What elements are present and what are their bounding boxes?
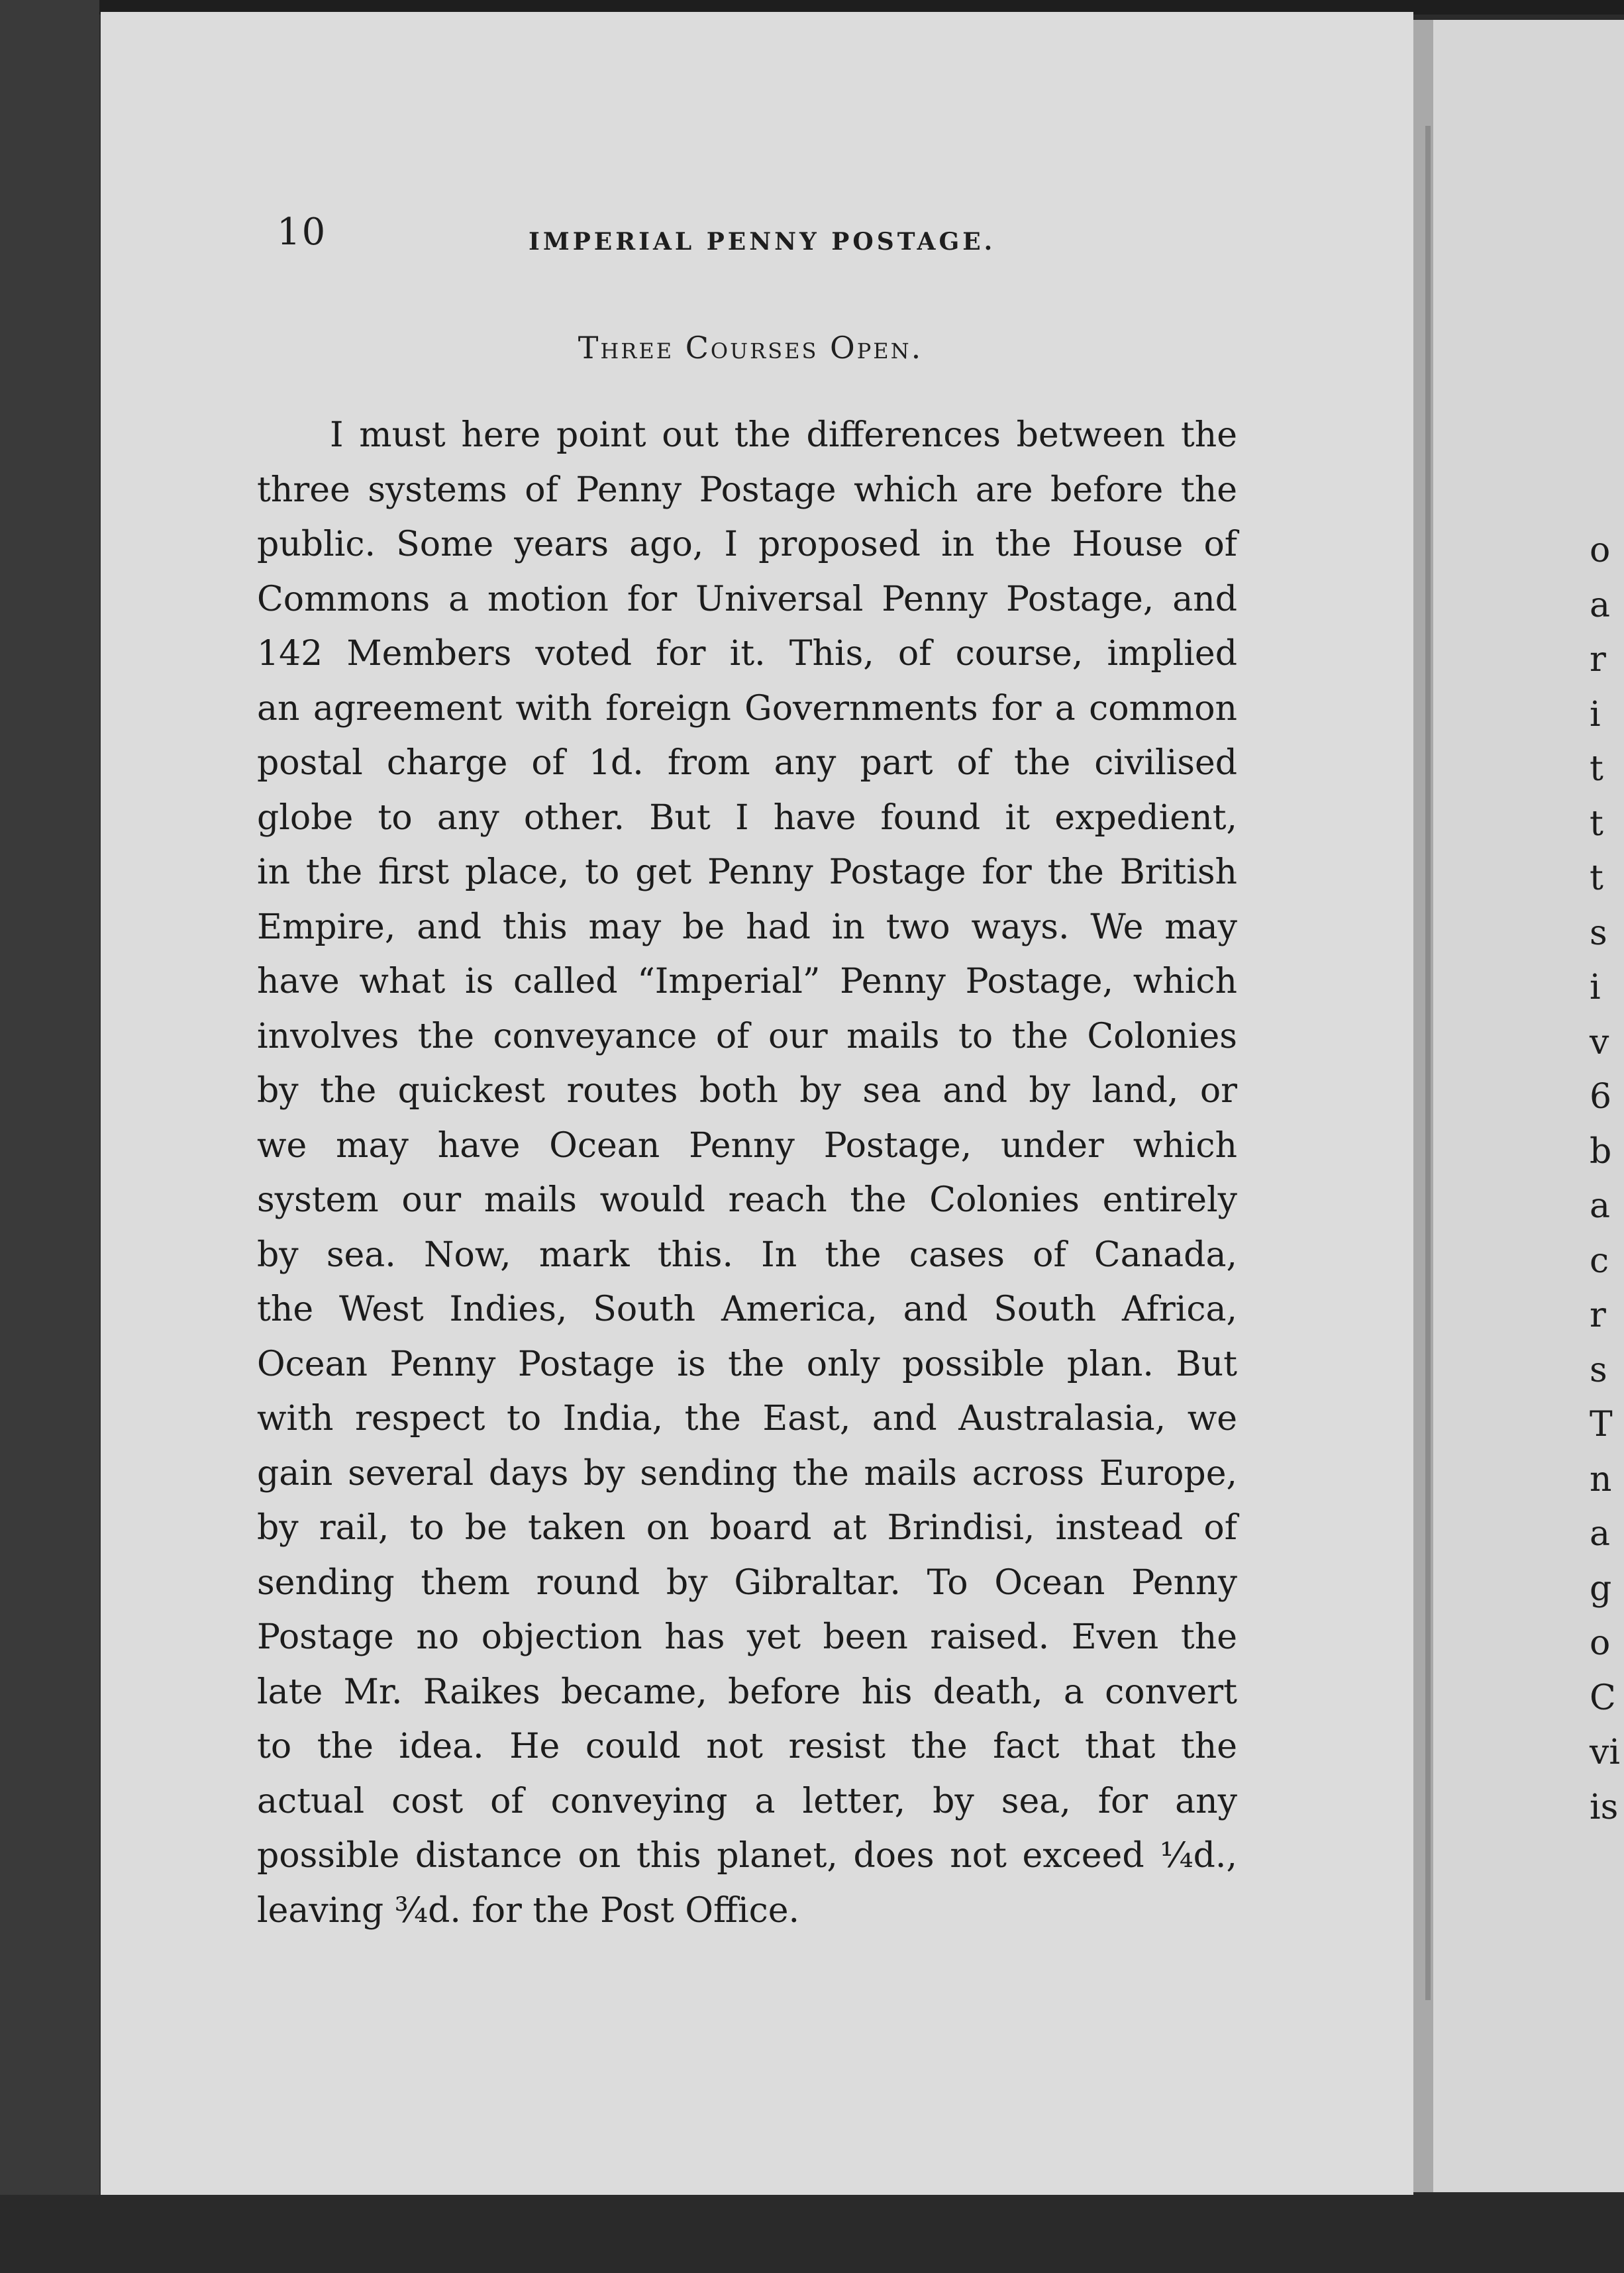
text-line: 142 Members voted for it. This, of course, implied (257, 634, 1237, 674)
text-line: gain several days by sending the mails across Europe, (257, 1453, 1237, 1493)
fragment: s (1590, 1350, 1607, 1390)
text-line: an agreement with foreign Governments for a common (257, 688, 1237, 729)
fragment: 6 (1590, 1077, 1612, 1117)
text-line: in the first place, to get Penny Postage for the British (257, 852, 1237, 892)
text-line: Commons a motion for Universal Penny Postage, and (257, 579, 1237, 619)
text-line: globe to any other. But I have found it expedient, (257, 797, 1237, 838)
page-fold-line (1425, 126, 1431, 2000)
fragment: C (1590, 1678, 1616, 1718)
page-number: 10 (277, 211, 327, 254)
fragment: t (1590, 803, 1603, 844)
text-line: by sea. Now, mark this. In the cases of Canada, (257, 1235, 1237, 1275)
fragment: o (1590, 1623, 1611, 1663)
fragment: r (1590, 1295, 1606, 1335)
text-line: late Mr. Raikes became, before his death, a convert (257, 1672, 1237, 1712)
scan-bottom-border (0, 2195, 1624, 2273)
text-line: Empire, and this may be had in two ways. We may (257, 907, 1237, 947)
fragment: a (1590, 1514, 1611, 1554)
text-line: possible distance on this planet, does not exceed ¼d., (257, 1836, 1237, 1876)
text-line: we may have Ocean Penny Postage, under which (257, 1125, 1237, 1166)
fragment: r (1590, 640, 1606, 680)
section-title: Three Courses Open. (578, 330, 923, 366)
fragment: o (1590, 530, 1611, 570)
fragment: b (1590, 1131, 1612, 1172)
fragment: a (1590, 585, 1611, 625)
fragment: t (1590, 749, 1603, 789)
text-line: postal charge of 1d. from any part of the civilised (257, 743, 1237, 783)
text-line: actual cost of conveying a letter, by sea, for any (257, 1781, 1237, 1821)
fragment: n (1590, 1459, 1612, 1499)
fragment: v (1590, 1022, 1609, 1062)
fragment: i (1590, 694, 1601, 734)
text-line: to the idea. He could not resist the fact that the (257, 1727, 1237, 1766)
text-line: with respect to India, the East, and Australasia, we (257, 1399, 1237, 1439)
body-paragraph (257, 408, 1237, 1938)
text-line: system our mails would reach the Colonies entirely (257, 1180, 1237, 1220)
text-line: the West Indies, South America, and South Africa, (257, 1289, 1237, 1329)
text-line: involves the conveyance of our mails to the Colonies (257, 1016, 1237, 1056)
fragment: i (1590, 968, 1601, 1007)
fragment: s (1590, 913, 1607, 953)
text-line: by rail, to be taken on board at Brindisi, instead of (257, 1508, 1237, 1548)
fragment: g (1590, 1568, 1612, 1609)
text-line: have what is called “Imperial” Penny Postage, which (257, 962, 1237, 1001)
text-line: Postage no objection has yet been raised. Even the (257, 1617, 1237, 1657)
text-line: Ocean Penny Postage is the only possible plan. But (257, 1344, 1237, 1384)
running-head: IMPERIAL PENNY POSTAGE. (529, 228, 996, 256)
text-line: I must here point out the differences between the (330, 415, 1237, 455)
fragment: vi (1590, 1733, 1621, 1772)
page-header (277, 211, 1231, 264)
text-line: sending them round by Gibraltar. To Ocean Penny (257, 1562, 1237, 1603)
adjacent-page-text-fragments (1590, 523, 1624, 1835)
fragment: T (1590, 1405, 1613, 1444)
fragment: c (1590, 1240, 1609, 1281)
text-line: three systems of Penny Postage which are before the (257, 470, 1237, 510)
fragment: t (1590, 858, 1603, 898)
text-line: leaving ¾d. for the Post Office. (257, 1890, 800, 1931)
scan-left-border (0, 0, 99, 2273)
text-line: by the quickest routes both by sea and by land, or (257, 1071, 1237, 1111)
fragment: is (1590, 1787, 1619, 1827)
text-line: public. Some years ago, I proposed in the House of (257, 525, 1237, 564)
fragment: a (1590, 1186, 1611, 1226)
